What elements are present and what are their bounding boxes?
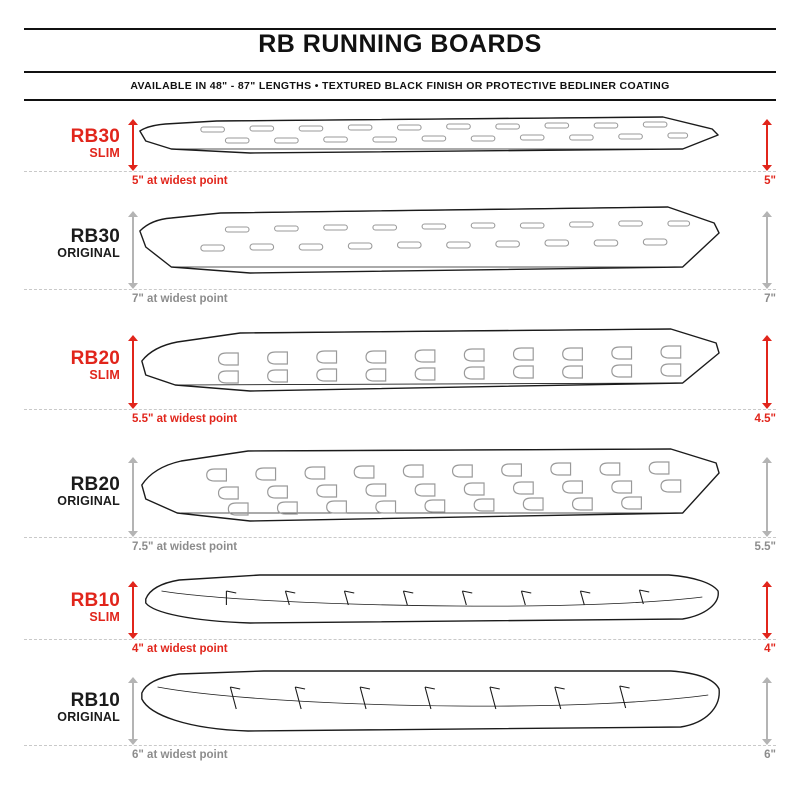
baseline-dashed	[24, 745, 776, 746]
page-title: RB RUNNING BOARDS	[258, 30, 542, 58]
row-label-rb10-original	[24, 691, 124, 726]
height-measure-label: 4.5"	[754, 412, 776, 425]
height-measure-arrow-right	[762, 677, 772, 745]
baseline-dashed	[24, 171, 776, 172]
model-variant: ORIGINAL	[57, 494, 120, 509]
header	[24, 0, 776, 101]
row-label-rb20-original	[24, 475, 124, 510]
width-measure-label: 4" at widest point	[132, 642, 228, 655]
header-rule-bottom	[24, 99, 776, 101]
table-row	[24, 443, 776, 569]
height-measure-label: 6"	[764, 748, 776, 761]
model-name: RB10	[70, 589, 120, 611]
baseline-dashed	[24, 289, 776, 290]
model-variant: SLIM	[89, 610, 120, 625]
arrow-bar	[766, 216, 768, 284]
table-row	[24, 569, 776, 667]
row-label-rb30-original	[24, 227, 124, 262]
width-measure-label: 7.5" at widest point	[132, 540, 238, 553]
width-measure-label: 5" at widest point	[132, 174, 228, 187]
arrow-bar	[766, 124, 768, 166]
table-row	[24, 667, 776, 775]
height-measure-label: 7"	[764, 292, 776, 305]
table-row	[24, 105, 776, 197]
arrow-bar	[766, 682, 768, 740]
header-subtitle: AVAILABLE IN 48" - 87" LENGTHS • TEXTURED BLACK FINISH OR PROTECTIVE BEDLINER COATING	[130, 80, 670, 92]
model-name: RB20	[70, 473, 120, 495]
width-measure-label: 5.5" at widest point	[132, 412, 238, 425]
table-row	[24, 321, 776, 443]
row-label-rb30-slim	[24, 127, 124, 162]
model-name: RB30	[70, 125, 120, 147]
baseline-dashed	[24, 537, 776, 538]
board-rows	[24, 105, 776, 775]
height-measure-arrow-right	[762, 211, 772, 289]
arrow-bar	[766, 340, 768, 404]
height-measure-label: 4"	[764, 642, 776, 655]
arrow-bar	[766, 586, 768, 634]
height-measure-arrow-right	[762, 335, 772, 409]
height-measure-label: 5.5"	[754, 540, 776, 553]
baseline-dashed	[24, 409, 776, 410]
arrow-bar	[766, 462, 768, 532]
model-name: RB30	[70, 225, 120, 247]
row-label-rb20-slim	[24, 349, 124, 384]
height-measure-arrow-right	[762, 581, 772, 639]
height-measure-label: 5"	[764, 174, 776, 187]
baseline-dashed	[24, 639, 776, 640]
model-variant: ORIGINAL	[57, 246, 120, 261]
model-variant: ORIGINAL	[57, 710, 120, 725]
height-measure-arrow-right	[762, 119, 772, 171]
model-variant: SLIM	[89, 146, 120, 161]
model-name: RB10	[70, 689, 120, 711]
model-variant: SLIM	[89, 368, 120, 383]
row-label-rb10-slim	[24, 591, 124, 626]
width-measure-label: 6" at widest point	[132, 748, 228, 761]
height-measure-arrow-right	[762, 457, 772, 537]
model-name: RB20	[70, 347, 120, 369]
table-row	[24, 197, 776, 321]
width-measure-label: 7" at widest point	[132, 292, 228, 305]
